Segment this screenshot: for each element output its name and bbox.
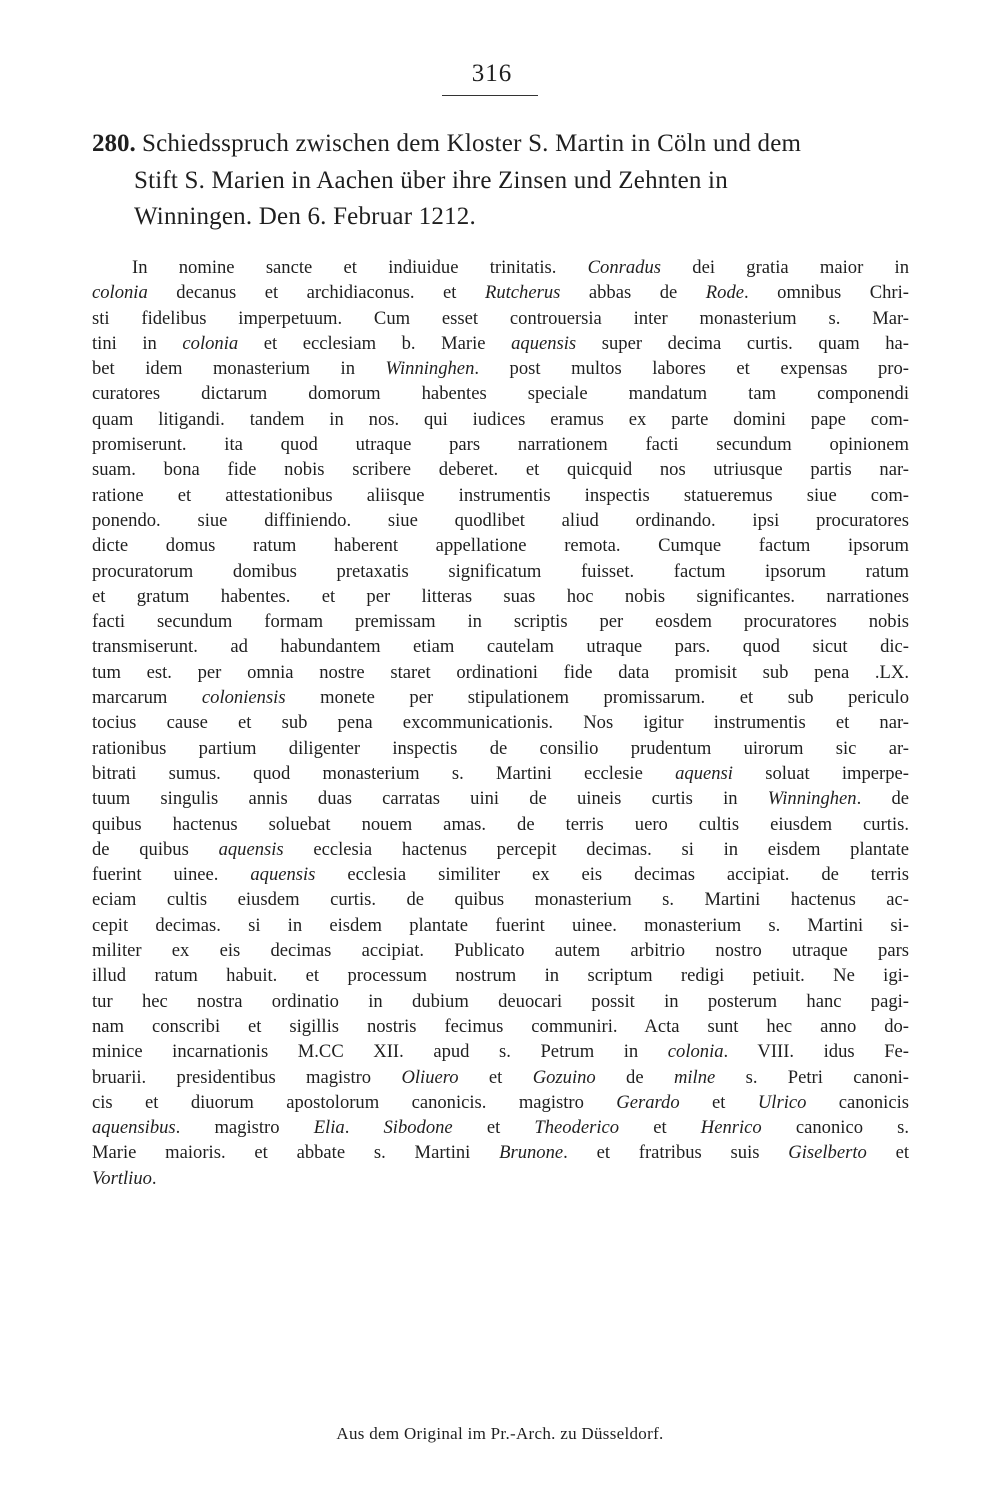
italic-name: milne <box>673 1066 716 1088</box>
text-segment: dei gratia maior in <box>661 257 909 278</box>
italic-name: coloniensis <box>201 687 286 709</box>
text-segment: facti secundum formam premissam in scriptis per eosdem procuratores nobis <box>92 611 909 633</box>
text-segment: canonico s. <box>761 1117 910 1139</box>
heading-text: Stift S. Marien in Aachen über ihre Zinsen und Zehnten in <box>134 166 728 194</box>
text-segment: suam. bona fide nobis scribere deberet. et quicquid nos utriusque partis nar- <box>92 459 909 481</box>
text-line <box>92 938 909 963</box>
italic-name: aquensis <box>511 332 577 354</box>
text-segment: ecclesia similiter ex eis decimas accipiat. de terris <box>315 864 909 886</box>
text-segment: monete per stipulationem promissarum. et sub periculo <box>285 687 910 709</box>
text-segment: . et fratribus suis <box>563 1142 789 1164</box>
text-segment: . post multos labores et expensas pro- <box>474 358 909 380</box>
text-segment: cis et diuorum apostolorum canonicis. magistro <box>92 1091 617 1113</box>
italic-name: Gerardo <box>616 1091 680 1113</box>
text-segment: . magistro <box>175 1117 314 1139</box>
text-segment: quibus hactenus soluebat nouem amas. de terris uero cultis eiusdem curtis. <box>92 813 909 835</box>
text-line <box>92 812 909 837</box>
text-segment: eciam cultis eiusdem curtis. de quibus monasterium s. Martini hactenus ac- <box>92 889 909 911</box>
italic-name: Henrico <box>700 1117 762 1139</box>
text-segment: illud ratum habuit. et processum nostrum in scriptum redigi petiuit. Ne igi- <box>92 965 909 987</box>
italic-name: Winninghen <box>767 788 857 810</box>
text-line <box>92 432 909 457</box>
italic-name: Gozuino <box>532 1066 596 1088</box>
text-segment: dicte domus ratum haberent appellatione remota. Cumque factum ipsorum <box>92 535 909 557</box>
italic-name: Sibodone <box>383 1117 453 1139</box>
text-line <box>92 634 909 659</box>
italic-name: Rutcherus <box>484 282 561 304</box>
italic-name: colonia <box>92 282 148 304</box>
heading-line <box>92 126 912 163</box>
text-line <box>92 508 909 533</box>
text-line <box>92 837 909 862</box>
text-segment: tocius cause et sub pena excommunicationis. Nos igitur instrumentis et nar- <box>92 712 909 734</box>
text-line <box>92 1166 909 1191</box>
text-segment: et <box>458 1066 533 1088</box>
text-segment: bitrati sumus. quod monasterium s. Martini ecclesie <box>92 762 676 784</box>
page-number-rule <box>442 95 538 96</box>
text-segment: curatores dictarum domorum habentes speciale mandatum tam componendi <box>92 383 909 405</box>
italic-name: Giselberto <box>788 1142 867 1164</box>
charter-text <box>92 255 909 1191</box>
text-segment: et <box>619 1117 701 1139</box>
text-segment: marcarum <box>92 687 202 709</box>
text-line <box>92 736 909 761</box>
text-line <box>92 1065 909 1090</box>
text-line <box>92 862 909 887</box>
text-line <box>92 457 909 482</box>
source-note: Aus dem Original im Pr.-Arch. zu Düsseldorf. <box>336 1424 664 1443</box>
italic-name: aquensis <box>218 838 284 860</box>
text-segment: fuerint uinee. <box>92 864 251 886</box>
text-line <box>92 533 909 558</box>
italic-name: aquensibus <box>92 1117 176 1139</box>
heading-text: Winningen. Den 6. Februar 1212. <box>134 203 476 230</box>
text-segment: s. Petri canoni- <box>715 1066 909 1088</box>
text-segment: . <box>344 1117 384 1139</box>
text-segment: et <box>866 1142 909 1164</box>
document-heading <box>92 126 912 236</box>
text-line <box>92 1090 909 1115</box>
text-segment: ecclesia hactenus percepit decimas. si in eisdem plantate <box>283 838 909 860</box>
text-line <box>92 887 909 912</box>
text-line <box>92 710 909 735</box>
italic-name: Oliuero <box>401 1066 459 1088</box>
text-segment: nam conscribi et sigillis nostris fecimus communiri. Acta sunt hec anno do- <box>92 1015 909 1037</box>
italic-name: colonia <box>182 332 239 354</box>
italic-name: Conradus <box>587 257 662 278</box>
text-segment: tum est. per omnia nostre staret ordinationi fide data promisit sub pena .LX. <box>92 661 909 683</box>
italic-name: aquensis <box>250 864 316 886</box>
text-segment: . de <box>856 788 909 810</box>
text-segment: minice incarnationis M.CC XII. apud s. Petrum in <box>92 1041 668 1063</box>
text-segment: Marie maioris. et abbate s. Martini <box>92 1142 500 1164</box>
text-line <box>92 356 909 381</box>
heading-line <box>92 199 912 236</box>
text-line <box>92 255 909 280</box>
text-segment: tini in <box>92 332 183 354</box>
italic-name: aquensi <box>675 762 733 784</box>
heading-text: Schiedsspruch zwischen dem Kloster S. Martin in Cöln und dem <box>142 130 802 157</box>
text-line <box>92 913 909 938</box>
italic-name: Ulrico <box>757 1091 807 1113</box>
text-line <box>92 786 909 811</box>
text-line <box>92 381 909 406</box>
text-line <box>92 280 909 305</box>
text-line <box>92 407 909 432</box>
text-segment: canonicis <box>806 1091 910 1113</box>
text-segment: soluat imperpe- <box>732 762 909 784</box>
text-line <box>92 331 909 356</box>
text-line <box>92 584 909 609</box>
italic-name: Winninghen <box>385 358 475 380</box>
italic-name: Vortliuo <box>92 1167 152 1189</box>
text-line <box>92 1014 909 1039</box>
text-segment: procuratorum domibus pretaxatis significatum fuisset. factum ipsorum ratum <box>92 560 909 582</box>
text-segment: ponendo. siue diffiniendo. siue quodlibet aliud ordinando. ipsi procuratores <box>92 509 909 531</box>
page-number: 316 <box>471 60 513 87</box>
text-line <box>92 1140 909 1165</box>
text-segment: abbas de <box>560 282 706 304</box>
italic-name: Theoderico <box>534 1117 620 1139</box>
text-segment: tuum singulis annis duas carratas uini de uineis curtis in <box>92 788 768 810</box>
text-line <box>92 761 909 786</box>
text-line <box>92 989 909 1014</box>
text-line <box>92 660 909 685</box>
text-segment: quam litigandi. tandem in nos. qui iudices eramus ex parte domini pape com- <box>92 408 909 430</box>
text-segment: decanus et archidiaconus. et <box>147 282 485 304</box>
text-segment: de <box>595 1066 674 1088</box>
text-segment: sti fidelibus imperpetuum. Cum esset controuersia inter monasterium s. Mar- <box>92 307 909 329</box>
text-segment: de quibus <box>92 838 219 860</box>
text-segment: transmiserunt. ad habundantem etiam cautelam utraque pars. quod sicut dic- <box>92 636 909 658</box>
italic-name: Rode <box>705 282 745 304</box>
text-segment: . <box>151 1167 157 1189</box>
entry-number: 280. <box>92 130 136 157</box>
text-segment: et <box>679 1091 758 1113</box>
text-segment: militer ex eis decimas accipiat. Publicato autem arbitrio nostro utraque pars <box>92 940 909 962</box>
italic-name: Brunone <box>499 1142 564 1164</box>
text-line <box>92 483 909 508</box>
heading-line <box>92 163 912 200</box>
italic-name: colonia <box>667 1041 724 1063</box>
text-line <box>92 609 909 634</box>
text-segment: cepit decimas. si in eisdem plantate fuerint uinee. monasterium s. Martini si- <box>92 914 909 936</box>
text-line <box>92 685 909 710</box>
text-segment: In nomine sancte et indiuidue trinitatis. <box>132 257 588 278</box>
text-segment: promiserunt. ita quod utraque pars narrationem facti secundum opinionem <box>92 434 909 456</box>
text-segment: bet idem monasterium in <box>92 358 386 380</box>
text-segment: rationibus partium diligenter inspectis de consilio prudentum uirorum sic ar- <box>92 737 909 759</box>
text-segment: et gratum habentes. et per litteras suas hoc nobis significantes. narrationes <box>92 585 909 607</box>
text-segment: tur hec nostra ordinatio in dubium deuocari possit in posterum hanc pagi- <box>92 990 909 1012</box>
text-segment: bruarii. presidentibus magistro <box>92 1066 402 1088</box>
text-line <box>92 963 909 988</box>
text-line <box>92 1039 909 1064</box>
text-segment: et ecclesiam b. Marie <box>238 332 512 354</box>
text-segment: . VIII. idus Fe- <box>723 1041 909 1063</box>
italic-name: Elia <box>313 1117 345 1139</box>
text-segment: ratione et attestationibus aliisque instrumentis inspectis statueremus siue com- <box>92 484 909 506</box>
text-line <box>92 559 909 584</box>
text-segment: et <box>452 1117 535 1139</box>
text-segment: super decima curtis. quam ha- <box>576 332 909 354</box>
text-line <box>92 1115 909 1140</box>
text-line <box>92 306 909 331</box>
text-segment: . omnibus Chri- <box>744 282 909 304</box>
